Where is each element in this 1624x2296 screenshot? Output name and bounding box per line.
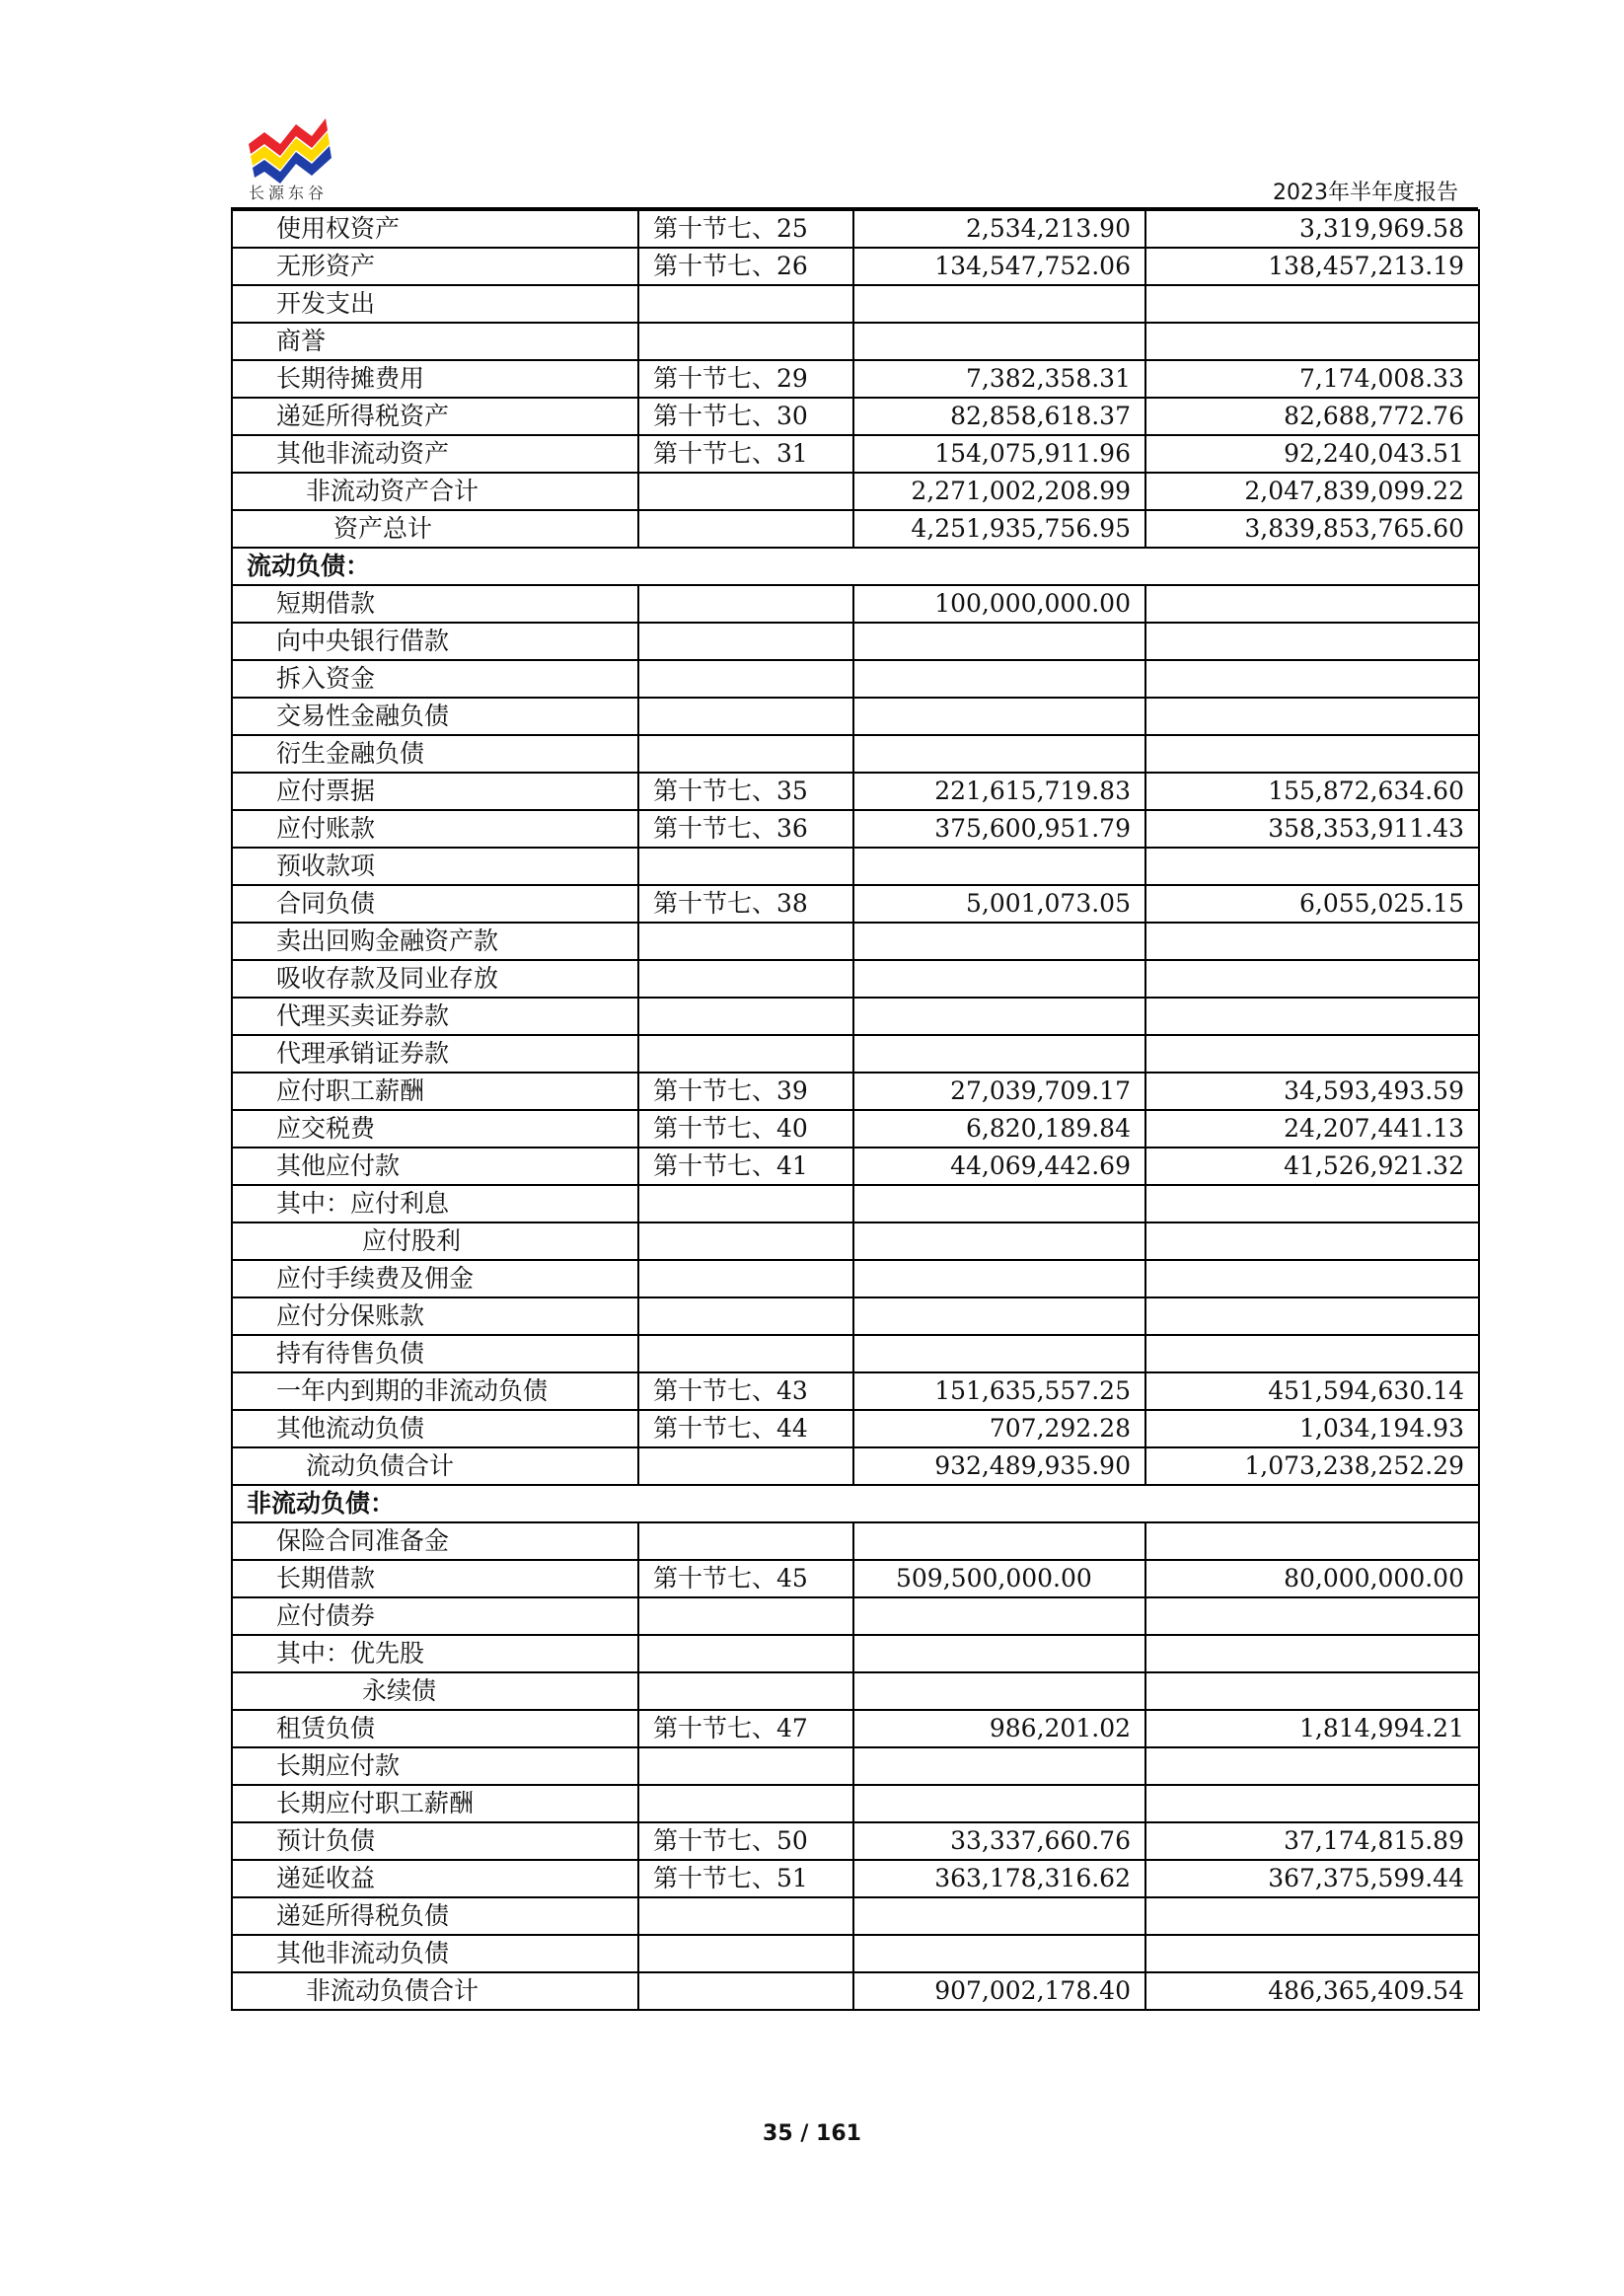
table-row — [232, 1897, 1479, 1935]
table-row — [232, 1410, 1479, 1447]
item-name-cell: 长期应付款 — [232, 1747, 638, 1785]
current-period-cell — [853, 1297, 1145, 1335]
item-name-cell: 应交税费 — [232, 1110, 638, 1148]
item-name-cell: 无形资产 — [232, 248, 638, 285]
current-period-cell: 151,635,557.25 — [853, 1372, 1145, 1410]
table-row — [232, 1185, 1479, 1222]
section-heading: 非流动负债： — [232, 1485, 1479, 1522]
item-name-cell: 递延收益 — [232, 1860, 638, 1897]
note-ref-cell — [638, 623, 853, 660]
prior-period-cell: 80,000,000.00 — [1145, 1560, 1479, 1597]
note-ref-cell — [638, 1597, 853, 1635]
current-period-cell — [853, 698, 1145, 735]
item-name-cell: 应付职工薪酬 — [232, 1073, 638, 1110]
current-period-cell: 27,039,709.17 — [853, 1073, 1145, 1110]
item-name-cell: 应付股利 — [232, 1222, 638, 1260]
item-name-cell: 合同负债 — [232, 885, 638, 923]
prior-period-cell — [1145, 735, 1479, 773]
current-period-cell — [853, 623, 1145, 660]
note-ref-cell — [638, 698, 853, 735]
logo-text: 长源东谷 — [249, 184, 329, 202]
table-row — [232, 1148, 1479, 1185]
prior-period-cell — [1145, 1297, 1479, 1335]
current-period-cell — [853, 323, 1145, 360]
report-title: 2023年半年度报告 — [1273, 181, 1458, 205]
current-period-cell: 4,251,935,756.95 — [853, 510, 1145, 548]
prior-period-cell — [1145, 698, 1479, 735]
prior-period-cell — [1145, 660, 1479, 698]
section-heading: 流动负债： — [232, 548, 1479, 585]
current-period-cell — [853, 285, 1145, 323]
table-row — [232, 885, 1479, 923]
current-period-cell — [853, 1672, 1145, 1710]
note-ref-cell — [638, 735, 853, 773]
note-ref-cell: 第十节七、44 — [638, 1410, 853, 1447]
note-ref-cell — [638, 1185, 853, 1222]
note-ref-cell — [638, 1747, 853, 1785]
current-period-cell: 907,002,178.40 — [853, 1972, 1145, 2010]
note-ref-cell: 第十节七、38 — [638, 885, 853, 923]
item-name-cell: 其中：应付利息 — [232, 1185, 638, 1222]
prior-period-cell — [1145, 585, 1479, 623]
current-period-cell — [853, 1935, 1145, 1972]
current-period-cell — [853, 1785, 1145, 1822]
note-ref-cell: 第十节七、35 — [638, 773, 853, 810]
page-number: 35 / 161 — [763, 2121, 861, 2146]
current-period-cell: 154,075,911.96 — [853, 435, 1145, 473]
current-period-cell — [853, 1335, 1145, 1372]
prior-period-cell — [1145, 1035, 1479, 1073]
table-row — [232, 1935, 1479, 1972]
note-ref-cell — [638, 1297, 853, 1335]
note-ref-cell — [638, 1447, 853, 1485]
note-ref-cell — [638, 848, 853, 885]
item-name-cell: 长期借款 — [232, 1560, 638, 1597]
prior-period-cell: 41,526,921.32 — [1145, 1148, 1479, 1185]
prior-period-cell: 24,207,441.13 — [1145, 1110, 1479, 1148]
current-period-cell — [853, 1597, 1145, 1635]
item-name-cell: 吸收存款及同业存放 — [232, 960, 638, 998]
current-period-cell: 221,615,719.83 — [853, 773, 1145, 810]
note-ref-cell: 第十节七、29 — [638, 360, 853, 398]
note-ref-cell: 第十节七、40 — [638, 1110, 853, 1148]
item-name-cell: 流动负债合计 — [232, 1447, 638, 1485]
table-row — [232, 1672, 1479, 1710]
item-name-cell: 应付票据 — [232, 773, 638, 810]
item-name-cell: 应付债券 — [232, 1597, 638, 1635]
item-name-cell: 持有待售负债 — [232, 1335, 638, 1372]
prior-period-cell — [1145, 1672, 1479, 1710]
note-ref-cell — [638, 1785, 853, 1822]
table-row — [232, 1597, 1479, 1635]
current-period-cell: 363,178,316.62 — [853, 1860, 1145, 1897]
prior-period-cell — [1145, 848, 1479, 885]
prior-period-cell — [1145, 1597, 1479, 1635]
table-row — [232, 248, 1479, 285]
note-ref-cell: 第十节七、39 — [638, 1073, 853, 1110]
item-name-cell: 短期借款 — [232, 585, 638, 623]
item-name-cell: 资产总计 — [232, 510, 638, 548]
note-ref-cell — [638, 923, 853, 960]
current-period-cell — [853, 1522, 1145, 1560]
note-ref-cell: 第十节七、43 — [638, 1372, 853, 1410]
table-row — [232, 398, 1479, 435]
prior-period-cell — [1145, 960, 1479, 998]
current-period-cell — [853, 1185, 1145, 1222]
item-name-cell: 使用权资产 — [232, 210, 638, 248]
table-row — [232, 960, 1479, 998]
table-row — [232, 1447, 1479, 1485]
current-period-cell: 375,600,951.79 — [853, 810, 1145, 848]
table-row — [232, 510, 1479, 548]
table-row — [232, 585, 1479, 623]
note-ref-cell — [638, 473, 853, 510]
table-row — [232, 923, 1479, 960]
prior-period-cell: 451,594,630.14 — [1145, 1372, 1479, 1410]
prior-period-cell: 3,839,853,765.60 — [1145, 510, 1479, 548]
note-ref-cell — [638, 960, 853, 998]
current-period-cell: 2,534,213.90 — [853, 210, 1145, 248]
prior-period-cell — [1145, 1897, 1479, 1935]
prior-period-cell: 6,055,025.15 — [1145, 885, 1479, 923]
item-name-cell: 保险合同准备金 — [232, 1522, 638, 1560]
prior-period-cell — [1145, 1635, 1479, 1672]
note-ref-cell: 第十节七、25 — [638, 210, 853, 248]
table-row — [232, 1785, 1479, 1822]
note-ref-cell — [638, 323, 853, 360]
prior-period-cell: 155,872,634.60 — [1145, 773, 1479, 810]
item-name-cell: 其他非流动资产 — [232, 435, 638, 473]
table-row — [232, 323, 1479, 360]
current-period-cell — [853, 848, 1145, 885]
table-row — [232, 1073, 1479, 1110]
prior-period-cell — [1145, 1222, 1479, 1260]
note-ref-cell: 第十节七、51 — [638, 1860, 853, 1897]
table-row — [232, 285, 1479, 323]
current-period-cell: 986,201.02 — [853, 1710, 1145, 1747]
current-period-cell — [853, 1747, 1145, 1785]
table-row — [232, 1335, 1479, 1372]
item-name-cell: 商誉 — [232, 323, 638, 360]
note-ref-cell: 第十节七、47 — [638, 1710, 853, 1747]
table-row — [232, 998, 1479, 1035]
item-name-cell: 一年内到期的非流动负债 — [232, 1372, 638, 1410]
current-period-cell — [853, 1635, 1145, 1672]
table-row — [232, 1747, 1479, 1785]
table-row — [232, 1710, 1479, 1747]
current-period-cell — [853, 923, 1145, 960]
table-row — [232, 1560, 1479, 1597]
note-ref-cell: 第十节七、45 — [638, 1560, 853, 1597]
current-period-cell: 509,500,000.00 — [853, 1560, 1145, 1597]
item-name-cell: 卖出回购金融资产款 — [232, 923, 638, 960]
prior-period-cell — [1145, 998, 1479, 1035]
note-ref-cell — [638, 1522, 853, 1560]
prior-period-cell: 82,688,772.76 — [1145, 398, 1479, 435]
note-ref-cell — [638, 998, 853, 1035]
item-name-cell: 非流动负债合计 — [232, 1972, 638, 2010]
item-name-cell: 其他流动负债 — [232, 1410, 638, 1447]
current-period-cell: 134,547,752.06 — [853, 248, 1145, 285]
table-row — [232, 623, 1479, 660]
prior-period-cell: 358,353,911.43 — [1145, 810, 1479, 848]
table-row — [232, 848, 1479, 885]
note-ref-cell: 第十节七、26 — [638, 248, 853, 285]
prior-period-cell: 37,174,815.89 — [1145, 1822, 1479, 1860]
table-row — [232, 1485, 1479, 1522]
table-row — [232, 360, 1479, 398]
table-row — [232, 1860, 1479, 1897]
table-row — [232, 1035, 1479, 1073]
item-name-cell: 开发支出 — [232, 285, 638, 323]
current-period-cell — [853, 1222, 1145, 1260]
current-period-cell: 33,337,660.76 — [853, 1822, 1145, 1860]
note-ref-cell: 第十节七、36 — [638, 810, 853, 848]
current-period-cell — [853, 735, 1145, 773]
current-period-cell — [853, 998, 1145, 1035]
table-row — [232, 1260, 1479, 1297]
prior-period-cell: 138,457,213.19 — [1145, 248, 1479, 285]
current-period-cell — [853, 960, 1145, 998]
prior-period-cell: 92,240,043.51 — [1145, 435, 1479, 473]
current-period-cell — [853, 1897, 1145, 1935]
note-ref-cell — [638, 1222, 853, 1260]
prior-period-cell — [1145, 1185, 1479, 1222]
note-ref-cell — [638, 660, 853, 698]
note-ref-cell — [638, 1972, 853, 2010]
note-ref-cell — [638, 585, 853, 623]
prior-period-cell: 2,047,839,099.22 — [1145, 473, 1479, 510]
prior-period-cell — [1145, 285, 1479, 323]
table-row — [232, 698, 1479, 735]
prior-period-cell — [1145, 1260, 1479, 1297]
item-name-cell: 递延所得税资产 — [232, 398, 638, 435]
table-row — [232, 1522, 1479, 1560]
prior-period-cell: 7,174,008.33 — [1145, 360, 1479, 398]
note-ref-cell — [638, 1935, 853, 1972]
table-row — [232, 435, 1479, 473]
current-period-cell: 7,382,358.31 — [853, 360, 1145, 398]
current-period-cell: 2,271,002,208.99 — [853, 473, 1145, 510]
current-period-cell: 82,858,618.37 — [853, 398, 1145, 435]
item-name-cell: 代理买卖证券款 — [232, 998, 638, 1035]
prior-period-cell — [1145, 323, 1479, 360]
prior-period-cell — [1145, 1522, 1479, 1560]
item-name-cell: 预计负债 — [232, 1822, 638, 1860]
table-row — [232, 1297, 1479, 1335]
current-period-cell: 932,489,935.90 — [853, 1447, 1145, 1485]
table-row — [232, 1372, 1479, 1410]
item-name-cell: 其他非流动负债 — [232, 1935, 638, 1972]
item-name-cell: 应付手续费及佣金 — [232, 1260, 638, 1297]
table-row — [232, 735, 1479, 773]
item-name-cell: 拆入资金 — [232, 660, 638, 698]
item-name-cell: 应付账款 — [232, 810, 638, 848]
prior-period-cell: 486,365,409.54 — [1145, 1972, 1479, 2010]
prior-period-cell — [1145, 1335, 1479, 1372]
prior-period-cell: 1,073,238,252.29 — [1145, 1447, 1479, 1485]
table-row — [232, 473, 1479, 510]
note-ref-cell: 第十节七、31 — [638, 435, 853, 473]
note-ref-cell: 第十节七、30 — [638, 398, 853, 435]
item-name-cell: 衍生金融负债 — [232, 735, 638, 773]
item-name-cell: 预收款项 — [232, 848, 638, 885]
item-name-cell: 长期应付职工薪酬 — [232, 1785, 638, 1822]
prior-period-cell: 3,319,969.58 — [1145, 210, 1479, 248]
prior-period-cell: 34,593,493.59 — [1145, 1073, 1479, 1110]
prior-period-cell — [1145, 623, 1479, 660]
table-row — [232, 773, 1479, 810]
note-ref-cell — [638, 1260, 853, 1297]
item-name-cell: 代理承销证券款 — [232, 1035, 638, 1073]
item-name-cell: 交易性金融负债 — [232, 698, 638, 735]
note-ref-cell — [638, 1035, 853, 1073]
note-ref-cell: 第十节七、50 — [638, 1822, 853, 1860]
prior-period-cell — [1145, 923, 1479, 960]
item-name-cell: 租赁负债 — [232, 1710, 638, 1747]
item-name-cell: 应付分保账款 — [232, 1297, 638, 1335]
note-ref-cell — [638, 1635, 853, 1672]
table-row — [232, 1972, 1479, 2010]
item-name-cell: 向中央银行借款 — [232, 623, 638, 660]
note-ref-cell — [638, 1672, 853, 1710]
note-ref-cell — [638, 1335, 853, 1372]
prior-period-cell — [1145, 1935, 1479, 1972]
note-ref-cell — [638, 285, 853, 323]
current-period-cell — [853, 660, 1145, 698]
item-name-cell: 其中：优先股 — [232, 1635, 638, 1672]
prior-period-cell — [1145, 1747, 1479, 1785]
table-row — [232, 1222, 1479, 1260]
prior-period-cell: 1,034,194.93 — [1145, 1410, 1479, 1447]
item-name-cell: 递延所得税负债 — [232, 1897, 638, 1935]
current-period-cell: 5,001,073.05 — [853, 885, 1145, 923]
current-period-cell — [853, 1260, 1145, 1297]
table-row — [232, 660, 1479, 698]
current-period-cell: 44,069,442.69 — [853, 1148, 1145, 1185]
prior-period-cell — [1145, 1785, 1479, 1822]
balance-sheet-table — [231, 209, 1480, 2011]
balance-sheet-body — [232, 210, 1479, 2010]
item-name-cell: 其他应付款 — [232, 1148, 638, 1185]
item-name-cell: 长期待摊费用 — [232, 360, 638, 398]
table-row — [232, 548, 1479, 585]
note-ref-cell — [638, 1897, 853, 1935]
note-ref-cell: 第十节七、41 — [638, 1148, 853, 1185]
prior-period-cell: 1,814,994.21 — [1145, 1710, 1479, 1747]
current-period-cell: 6,820,189.84 — [853, 1110, 1145, 1148]
table-row — [232, 1822, 1479, 1860]
current-period-cell: 707,292.28 — [853, 1410, 1145, 1447]
current-period-cell: 100,000,000.00 — [853, 585, 1145, 623]
item-name-cell: 永续债 — [232, 1672, 638, 1710]
prior-period-cell: 367,375,599.44 — [1145, 1860, 1479, 1897]
table-row — [232, 210, 1479, 248]
table-row — [232, 810, 1479, 848]
table-row — [232, 1635, 1479, 1672]
item-name-cell: 非流动资产合计 — [232, 473, 638, 510]
table-row — [232, 1110, 1479, 1148]
current-period-cell — [853, 1035, 1145, 1073]
note-ref-cell — [638, 510, 853, 548]
